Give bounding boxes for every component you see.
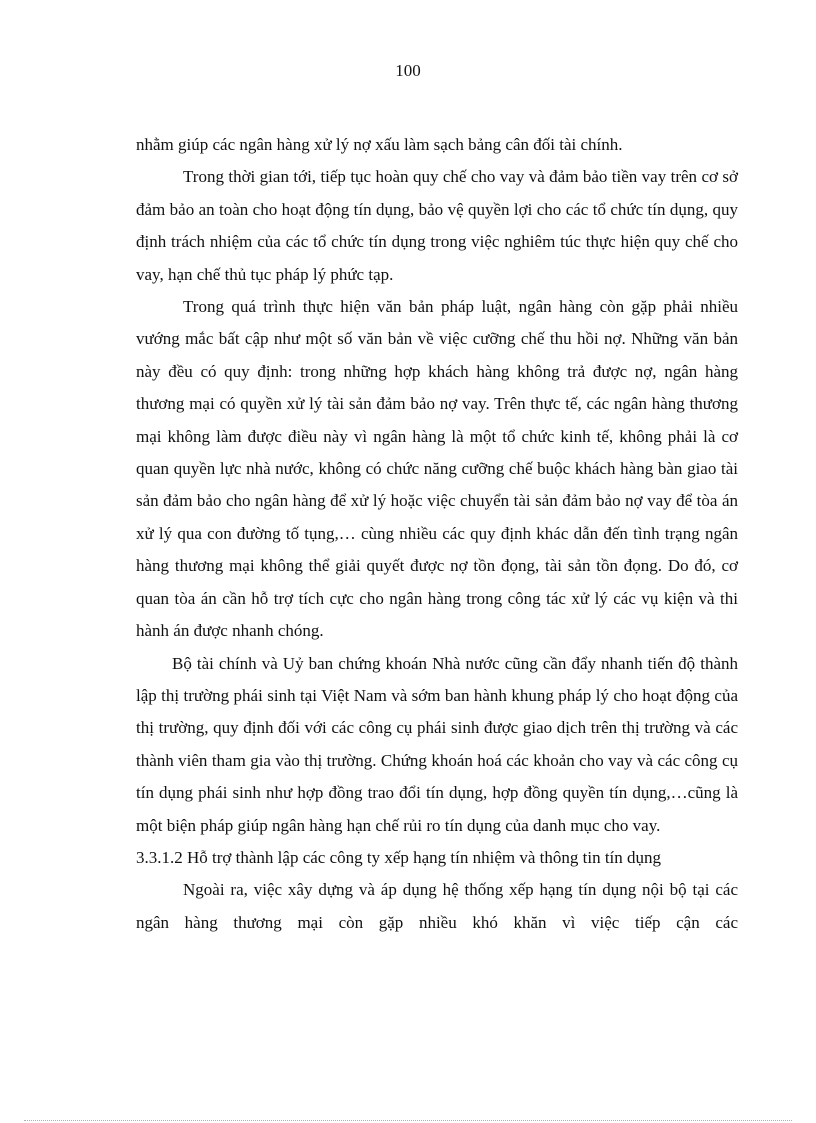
paragraph-loan-regulation: Trong thời gian tới, tiếp tục hoàn quy chế cho vay và đảm bảo tiền vay trên cơ sở đảm bảo an toàn cho hoạt động tín dụng, bảo vệ quyền lợi cho các tổ chức tín dụng, quy định trách nhiệm của các tổ chức tín dụng trong việc nghiêm túc thực hiện quy chế cho vay, hạn chế thủ tục pháp lý phức tạp. xyxy=(136,167,738,284)
section-heading: 3.3.1.2 Hỗ trợ thành lập các công ty xếp hạng tín nhiệm và thông tin tín dụng xyxy=(136,847,662,867)
page-number: 100 xyxy=(395,61,421,80)
paragraph-credit-rating: Ngoài ra, việc xây dựng và áp dụng hệ thống xếp hạng tín dụng nội bộ tại các ngân hàng thương mại còn gặp nhiều khó khăn vì việc tiếp cận các xyxy=(136,880,738,932)
paragraph-legal-obstacles: Trong quá trình thực hiện văn bản pháp luật, ngân hàng còn gặp phải nhiều vướng mắc bất cập như một số văn bản về việc cưỡng chế thu hồi nợ. Những văn bản này đều có quy định: trong những hợp khách hàng không trả được nợ, ngân hàng thương mại có quyền xử lý tài sản đảm bảo nợ vay. Trên thực tế, các ngân hàng thương mại không làm được điều này vì ngân hàng là một tổ chức kinh tế, không phải là cơ quan quyền lực nhà nước, không có chức năng cưỡng chế buộc khách hàng bàn giao tài sản đảm bảo cho ngân hàng để xử lý hoặc việc chuyển tài sản đảm bảo nợ vay để tòa án xử lý qua con đường tố tụng,… cùng nhiều các quy định khác dẫn đến tình trạng ngân hàng thương mại không thể giải quyết được nợ tồn đọng, tài sản tồn đọng. Do đó, cơ quan tòa án cần hỗ trợ tích cực cho ngân hàng trong công tác xử lý các vụ kiện và thi hành án được nhanh chóng. xyxy=(136,297,738,641)
paragraph-derivatives-market: Bộ tài chính và Uỷ ban chứng khoán Nhà nước cũng cần đẩy nhanh tiến độ thành lập thị trường phái sinh tại Việt Nam và sớm ban hành khung pháp lý cho hoạt động của thị trường, quy định đối với các công cụ phái sinh được giao dịch trên thị trường và các thành viên tham gia vào thị trường. Chứng khoán hoá các khoản cho vay và các công cụ tín dụng phái sinh như hợp đồng trao đổi tín dụng, hợp đồng quyền tín dụng,…cũng là một biện pháp giúp ngân hàng hạn chế rủi ro tín dụng của danh mục cho vay. xyxy=(136,653,738,835)
document-body xyxy=(136,129,738,939)
paragraph-continuation: nhằm giúp các ngân hàng xử lý nợ xấu làm sạch bảng cân đối tài chính. xyxy=(136,135,623,154)
footer-divider xyxy=(24,1120,792,1121)
